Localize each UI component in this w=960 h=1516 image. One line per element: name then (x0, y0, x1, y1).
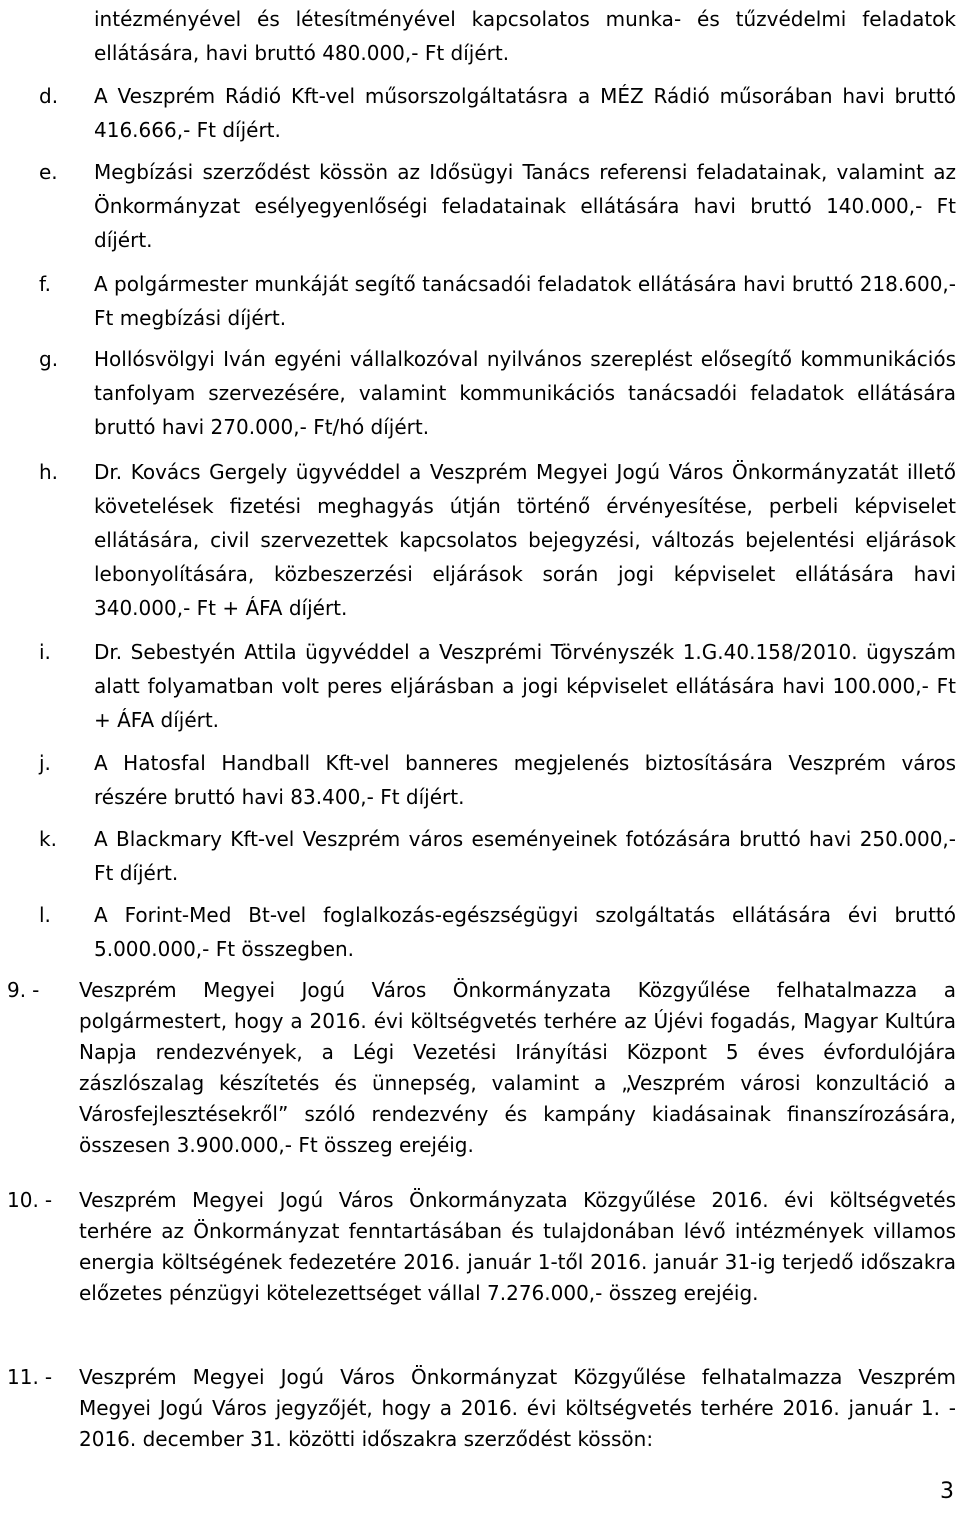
subitem-e (39, 155, 956, 257)
page-number: 3 (940, 1479, 954, 1504)
subitem-l (39, 898, 956, 966)
dash-glyph: ‐ (32, 978, 40, 1002)
subitem-label: e. (39, 160, 58, 184)
subitem-label: i. (39, 640, 51, 664)
subitem-text: A Forint-Med Bt-vel foglalkozás-egészségügyi szolgáltatás ellátására évi bruttó 5.000.000,- Ft összegben. (94, 903, 956, 961)
subitem-label: l. (39, 903, 51, 927)
resolution-label: 11. ‐ (7, 1362, 52, 1393)
subitem-text: Dr. Sebestyén Attila ügyvéddel a Veszprémi Törvényszék 1.G.40.158/2010. ügyszám alatt folyamatban volt peres eljárásban a jogi képviselet ellátására havi 100.000,- Ft + ÁFA díjért. (94, 640, 956, 732)
subitem-d (39, 79, 956, 147)
subitem-text: Megbízási szerződést kössön az Idősügyi Tanács referensi feladatainak, valamint az Önkormányzat esélyegyenlőségi feladatainak ellátására havi bruttó 140.000,- Ft díjért. (94, 160, 956, 252)
subitem-text: Dr. Kovács Gergely ügyvéddel a Veszprém Megyei Jogú Város Önkormányzatát illető követelések fizetési meghagyás útján történő érvényesítése, perbeli képviselet ellátására, civil szervezettek kapcsolatos bejegyzési, változás bejelentési eljárások lebonyolítására, közbeszerzési eljárások során jogi képviselet ellátására havi 340.000,- Ft + ÁFA díjért. (94, 460, 956, 620)
subitem-f (39, 267, 956, 335)
resolution-item-11 (7, 1362, 956, 1455)
subitem-i (39, 635, 956, 737)
resolution-label: 10. ‐ (7, 1185, 52, 1216)
continuation-paragraph (94, 2, 956, 70)
resolution-text: Veszprém Megyei Jogú Város Önkormányzata Közgyűlése 2016. évi költségvetés terhére az Önkormányzat fenntartásában és tulajdonában lévő intézmények villamos energia költségének fedezetére 2016. január 1-től 2016. január 31-ig terjedő időszakra előzetes pénzügyi kötelezettséget vállal 7.276.000,- összeg erejéig. (79, 1188, 956, 1305)
resolution-label: 9. ‐ (7, 975, 39, 1006)
subitem-text: Hollósvölgyi Iván egyéni vállalkozóval nyilvános szereplést elősegítő kommunikációs tanfolyam szervezésére, valamint kommunikációs tanácsadói feladatok ellátására bruttó havi 270.000,- Ft/hó díjért. (94, 347, 956, 439)
dash-glyph: ‐ (44, 1365, 53, 1389)
subitem-label: d. (39, 84, 59, 108)
subitem-label: g. (39, 347, 59, 371)
subitem-text: A Hatosfal Handball Kft-vel banneres megjelenés biztosítására Veszprém város részére bruttó havi 83.400,- Ft díjért. (94, 751, 956, 809)
subitem-g (39, 342, 956, 444)
subitem-text: A Veszprém Rádió Kft-vel műsorszolgáltatásra a MÉZ Rádió műsorában havi bruttó 416.666,- Ft díjért. (94, 84, 956, 142)
continuation-text: intézményével és létesítményével kapcsolatos munka- és tűzvédelmi feladatok ellátására, havi bruttó 480.000,- Ft díjért. (94, 7, 956, 65)
resolution-item-9 (7, 975, 956, 1161)
subitem-text: A Blackmary Kft-vel Veszprém város eseményeinek fotózására bruttó havi 250.000,- Ft díjért. (94, 827, 956, 885)
subitem-label: j. (39, 751, 51, 775)
resolution-item-10 (7, 1185, 956, 1309)
subitem-label: f. (39, 272, 51, 296)
subitem-label: h. (39, 460, 59, 484)
subitem-j (39, 746, 956, 814)
dash-glyph: ‐ (44, 1188, 53, 1212)
resolution-text: Veszprém Megyei Jogú Város Önkormányzata Közgyűlése felhatalmazza a polgármestert, hogy a 2016. évi költségvetés terhére az Újévi fogadás, Magyar Kultúra Napja rendezvények, a Légi Vezetési Irányítási Központ 5 éves évfordulójára zászlószalag készítetés és ünnepség, valamint a „Veszprém városi konzultáció a Városfejlesztésekről” szóló rendezvény és kampány kiadásainak finanszírozására, összesen 3.900.000,- Ft összeg erejéig. (79, 978, 956, 1157)
subitem-h (39, 455, 956, 625)
subitem-label: k. (39, 827, 57, 851)
subitem-text: A polgármester munkáját segítő tanácsadói feladatok ellátására havi bruttó 218.600,- Ft megbízási díjért. (94, 272, 956, 330)
resolution-text: Veszprém Megyei Jogú Város Önkormányzat Közgyűlése felhatalmazza Veszprém Megyei Jogú Város jegyzőjét, hogy a 2016. évi költségvetés terhére 2016. január 1. - 2016. december 31. közötti időszakra szerződést kössön: (79, 1365, 956, 1451)
subitem-k (39, 822, 956, 890)
